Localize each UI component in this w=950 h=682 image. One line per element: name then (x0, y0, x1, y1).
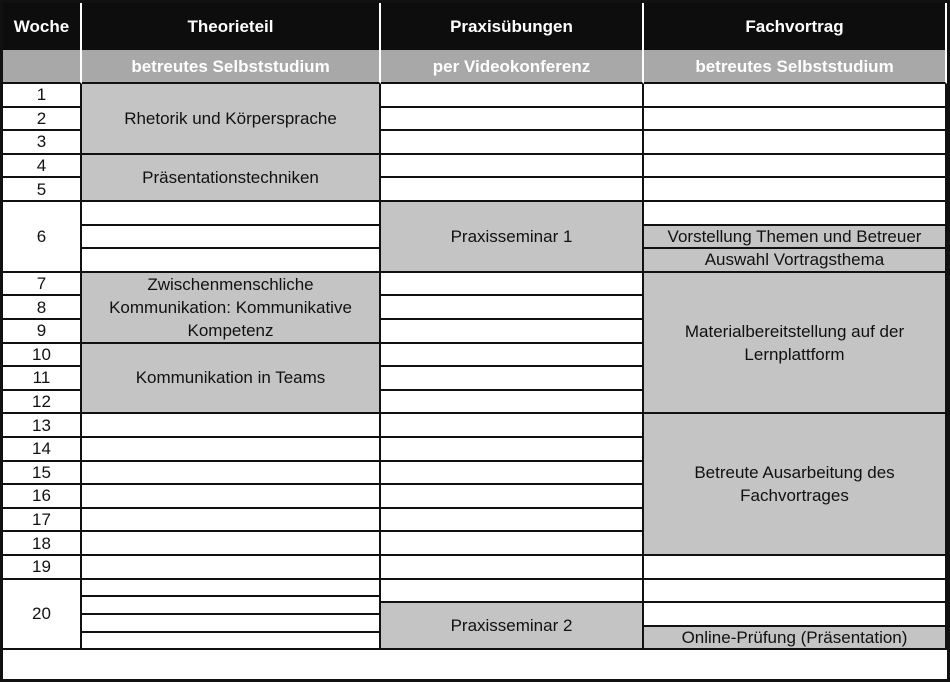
empty-cell (381, 462, 644, 486)
empty-cell (381, 273, 644, 297)
empty-cell (381, 580, 644, 604)
week-number: 13 (3, 414, 82, 438)
empty-cell (381, 485, 644, 509)
empty-cell (381, 414, 644, 438)
week-number: 3 (3, 131, 82, 155)
empty-cell (82, 249, 381, 273)
empty-cell (644, 603, 947, 627)
empty-cell (381, 320, 644, 344)
subheader-week (3, 50, 82, 84)
week-number: 4 (3, 155, 82, 179)
empty-cell (82, 509, 381, 533)
talk-block: Betreute Ausarbeitung des Fachvortrages (644, 414, 947, 556)
talk-block: Materialbereitstellung auf der Lernplattform (644, 273, 947, 415)
week-number: 2 (3, 108, 82, 132)
empty-cell (82, 485, 381, 509)
empty-cell (381, 108, 644, 132)
empty-cell (82, 615, 381, 633)
week-number: 14 (3, 438, 82, 462)
empty-cell (381, 509, 644, 533)
talk-block: Auswahl Vortragsthema (644, 249, 947, 273)
week-number: 19 (3, 556, 82, 580)
empty-cell (381, 155, 644, 179)
empty-cell (381, 556, 644, 580)
empty-cell (82, 462, 381, 486)
empty-cell (381, 296, 644, 320)
subheader-practice: per Videokonferenz (381, 50, 644, 84)
empty-cell (82, 414, 381, 438)
week-number: 20 (3, 580, 82, 651)
empty-cell (381, 84, 644, 108)
theory-block: Präsentationstechniken (82, 155, 381, 202)
empty-cell (381, 344, 644, 368)
empty-cell (381, 178, 644, 202)
week-number: 12 (3, 391, 82, 415)
subheader-talk: betreutes Selbststudium (644, 50, 947, 84)
subheader-theory: betreutes Selbststudium (82, 50, 381, 84)
empty-cell (644, 178, 947, 202)
practice-block: Praxisseminar 2 (381, 603, 644, 650)
empty-cell (644, 155, 947, 179)
week-number: 16 (3, 485, 82, 509)
talk-block: Online-Prüfung (Präsentation) (644, 627, 947, 651)
empty-cell (82, 580, 381, 598)
empty-cell (644, 580, 947, 604)
empty-cell (82, 532, 381, 556)
week-number: 1 (3, 84, 82, 108)
week-number: 17 (3, 509, 82, 533)
week-number: 11 (3, 367, 82, 391)
empty-cell (644, 202, 947, 226)
header-week: Woche (3, 3, 82, 50)
empty-cell (381, 391, 644, 415)
theory-block: Rhetorik und Körpersprache (82, 84, 381, 155)
week-number: 15 (3, 462, 82, 486)
empty-cell (381, 131, 644, 155)
empty-cell (644, 556, 947, 580)
week-number: 7 (3, 273, 82, 297)
empty-cell (82, 556, 381, 580)
week-number: 8 (3, 296, 82, 320)
empty-cell (644, 84, 947, 108)
empty-cell (82, 202, 381, 226)
theory-block: Zwischenmenschliche Kommunikation: Kommunikative Kompetenz (82, 273, 381, 344)
empty-cell (82, 438, 381, 462)
empty-cell (82, 597, 381, 615)
week-number: 5 (3, 178, 82, 202)
week-number: 9 (3, 320, 82, 344)
empty-cell (381, 438, 644, 462)
practice-block: Praxisseminar 1 (381, 202, 644, 273)
empty-cell (82, 226, 381, 250)
header-theory: Theorieteil (82, 3, 381, 50)
theory-block: Kommunikation in Teams (82, 344, 381, 415)
week-number: 6 (3, 202, 82, 273)
header-practice: Praxisübungen (381, 3, 644, 50)
empty-cell (381, 367, 644, 391)
week-number: 18 (3, 532, 82, 556)
week-number: 10 (3, 344, 82, 368)
empty-cell (644, 108, 947, 132)
empty-cell (82, 633, 381, 651)
talk-block: Vorstellung Themen und Betreuer (644, 226, 947, 250)
empty-cell (381, 532, 644, 556)
empty-cell (644, 131, 947, 155)
header-talk: Fachvortrag (644, 3, 947, 50)
